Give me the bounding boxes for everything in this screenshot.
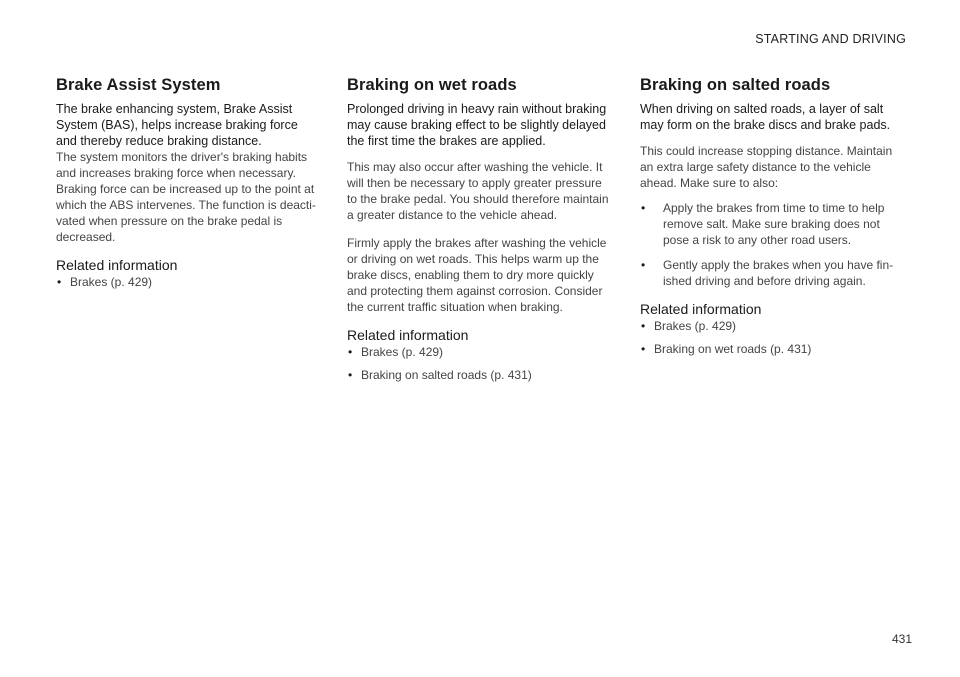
related-link-brakes[interactable]: • Brakes (p. 429) bbox=[56, 274, 322, 290]
lead-paragraph: The brake enhancing system, Brake Assist System (BAS), helps increase braking force and thereby reduce braking distance. bbox=[56, 102, 298, 148]
body-paragraph: This may also occur after washing the vehicle. It will then be necessary to apply greater pressure to the brake pedal. You should therefore maintain a greater distance to the vehicle ahead. bbox=[347, 160, 609, 222]
related-information-heading: Related information bbox=[56, 257, 178, 273]
list-item: • Apply the brakes from time to time to help remove salt. Make sure braking does not pose a risk to any other road users. bbox=[640, 200, 906, 248]
section-title: Braking on wet roads bbox=[347, 76, 517, 94]
lead-paragraph: When driving on salted roads, a layer of salt may form on the brake discs and brake pads. bbox=[640, 102, 891, 132]
body-paragraph: This could increase stopping distance. Maintain an extra large safety distance to the vehicle ahead. Make sure to also: bbox=[640, 144, 893, 190]
column-braking-on-salted-roads bbox=[640, 76, 906, 364]
related-link-brakes[interactable]: • Brakes (p. 429) bbox=[347, 344, 613, 360]
related-information-heading: Related information bbox=[347, 327, 469, 343]
related-link-braking-on-salted-roads[interactable]: • Braking on salted roads (p. 431) bbox=[347, 367, 613, 383]
section-header: STARTING AND DRIVING bbox=[755, 32, 906, 46]
related-links-list bbox=[347, 344, 613, 383]
section-title: Braking on salted roads bbox=[640, 76, 831, 94]
page-number: 431 bbox=[891, 632, 912, 646]
related-links-list bbox=[640, 318, 906, 357]
body-paragraph: The system monitors the driver's braking habits and increases braking force when necessary. Braking force can be increased up to the point at which the ABS intervenes. The function is deacti-vated when pressure on the brake pedal is decreased. bbox=[56, 150, 316, 244]
related-links-list bbox=[56, 274, 322, 290]
related-information-heading: Related information bbox=[640, 301, 762, 317]
related-link-brakes[interactable]: • Brakes (p. 429) bbox=[640, 318, 906, 334]
column-braking-on-wet-roads bbox=[347, 76, 613, 390]
related-link-braking-on-wet-roads[interactable]: • Braking on wet roads (p. 431) bbox=[640, 341, 906, 357]
section-title: Brake Assist System bbox=[56, 76, 221, 94]
instruction-list bbox=[640, 200, 906, 289]
lead-paragraph: Prolonged driving in heavy rain without braking may cause braking effect to be slightly delayed the first time the brakes are applied. bbox=[347, 102, 607, 148]
column-brake-assist-system bbox=[56, 76, 322, 297]
list-item: • Gently apply the brakes when you have fin-ished driving and before driving again. bbox=[640, 257, 906, 289]
body-paragraph: Firmly apply the brakes after washing the vehicle or driving on wet roads. This helps warm up the brake discs, enabling them to dry more quickly and protecting them against corrosion. Consider the current traffic situation when braking. bbox=[347, 236, 607, 314]
